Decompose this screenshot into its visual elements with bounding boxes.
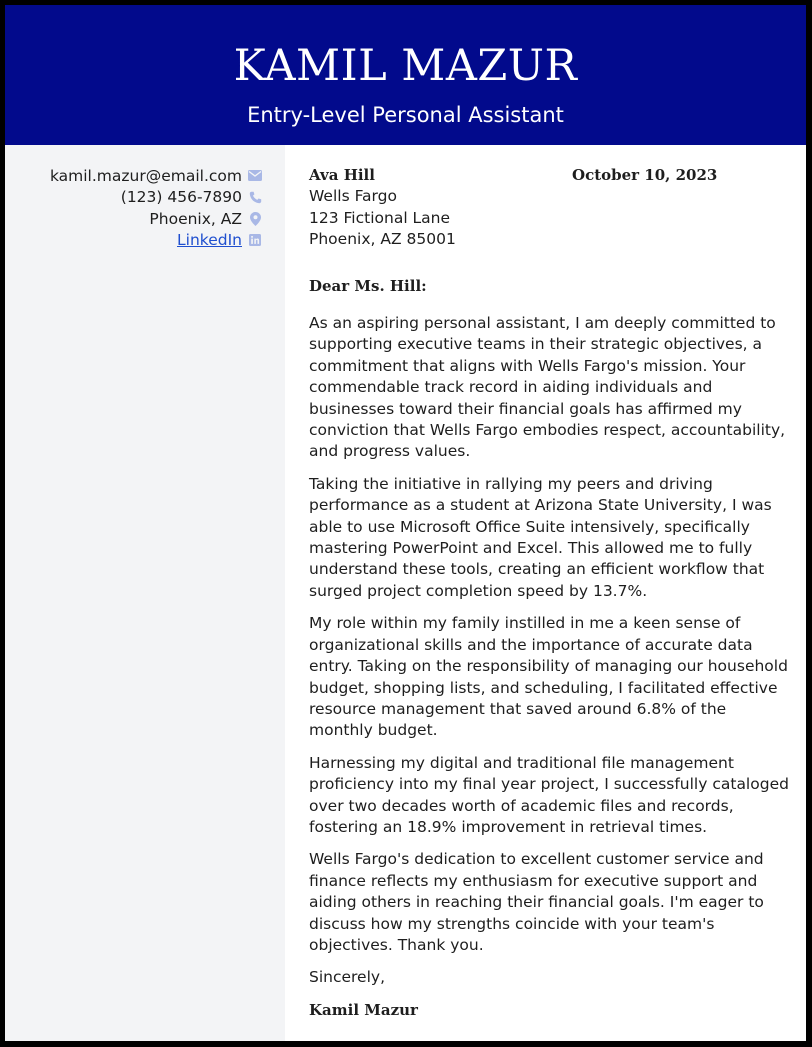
sidebar — [5, 145, 285, 1041]
job-title: Entry-Level Personal Assistant — [247, 103, 564, 127]
letter-paragraphs — [309, 313, 789, 1021]
paragraph: Wells Fargo's dedication to excellent customer service and finance reflects my enthusiasm for executive support and aiding others in reaching their financial goals. I'm eager to discuss how my strengths coincide with your team's objectives. Thank you. — [309, 850, 764, 954]
contact-phone-row — [50, 187, 262, 209]
signature-name: Kamil Mazur — [309, 1000, 418, 1019]
paragraph: As an aspiring personal assistant, I am deeply committed to supporting executive teams in their strategic objectives, a commitment that aligns with Wells Fargo's mission. Your commendable track record in aiding individuals and businesses toward their financial goals has affirmed my conviction that Wells Fargo embodies respect, accountability, and progress values. — [309, 314, 786, 461]
linkedin-icon — [248, 233, 262, 247]
header-banner — [5, 5, 806, 145]
linkedin-link[interactable]: LinkedIn — [177, 231, 242, 250]
recipient-company: Wells Fargo — [309, 187, 397, 206]
paragraph: Harnessing my digital and traditional file management proficiency into my final year project, I successfully cataloged over two decades worth of academic files and records, fostering an 18.9% improvement in retrieval times. — [309, 753, 789, 836]
contact-email: kamil.mazur@email.com — [49, 166, 242, 185]
contact-location: Phoenix, AZ — [149, 209, 242, 228]
location-pin-icon — [248, 212, 262, 226]
recipient-city: Phoenix, AZ 85001 — [309, 230, 456, 249]
paragraph: Taking the initiative in rallying my peers and driving performance as a student at Arizona State University, I was able to use Microsoft Office Suite intensively, specifically mastering PowerPoint and Excel. This allowed me to fully understand these tools, creating an efficient workflow that surged project completion speed by 13.7%. — [309, 474, 772, 600]
contact-phone: (123) 456-7890 — [120, 188, 242, 207]
applicant-name: KAMIL MAZUR — [233, 41, 578, 91]
envelope-icon — [248, 169, 262, 183]
paragraph: My role within my family instilled in me a keen sense of organizational skills and the importance of accurate data entry. Taking on the responsibility of managing our household budget, shopping lists, and scheduling, I facilitated effective resource management that saved around 6.8% of the monthly budget. — [309, 614, 788, 740]
recipient-name: Ava Hill — [309, 166, 375, 184]
contact-email-row — [50, 165, 262, 187]
phone-icon — [248, 190, 262, 204]
cover-letter-page — [5, 5, 806, 1041]
contact-location-row — [50, 208, 262, 230]
contact-linkedin-row — [50, 230, 262, 252]
letter-date: October 10, 2023 — [572, 166, 718, 184]
recipient-block — [309, 165, 456, 251]
closing: Sincerely, — [309, 968, 386, 987]
recipient-street: 123 Fictional Lane — [309, 208, 451, 227]
contact-info — [50, 165, 262, 251]
salutation: Dear Ms. Hill: — [309, 277, 427, 295]
